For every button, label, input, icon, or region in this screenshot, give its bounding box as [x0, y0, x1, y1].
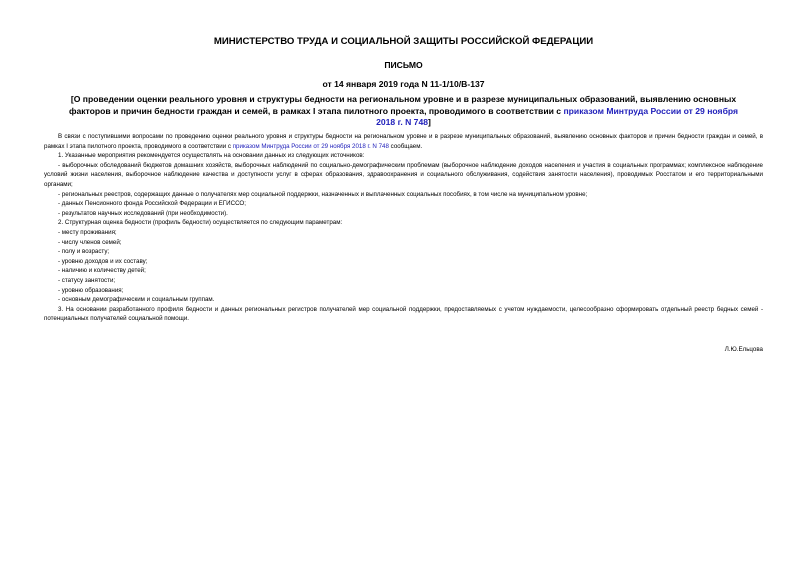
document-date-number: от 14 января 2019 года N 11-1/10/В-137: [322, 79, 485, 89]
paragraph-item: - наличию и количеству детей;: [58, 267, 146, 275]
intro-order-link[interactable]: приказом Минтруда России от 29 ноября 2018 г. N 748: [232, 142, 389, 150]
paragraph-item: 1. Указанные мероприятия рекомендуется осуществлять на основании данных из следующих источников:: [58, 152, 365, 160]
paragraph-item: - выборочных обследований бюджетов домашних хозяйств, выборочных наблюдений по социально-демографическим проблемам (выборочное наблюдение доходов населения и участия в социальных программах; комплексное наблюдение условий жизни населения, выборочное наблюдение качества и доступности услуг в сферах образования, здравоохранения и социального обслуживания, содействия занятости населения), проводимых Росстатом и его территориальными органами;: [44, 161, 763, 188]
intro-paragraph: [44, 132, 763, 151]
paragraph-item: - уровню образования;: [58, 286, 124, 294]
paragraph-item: 2. Структурная оценка бедности (профиль бедности) осуществляется по следующим параметрам:: [58, 219, 343, 227]
subject-bracket: ]: [428, 117, 431, 127]
paragraph-item: - данных Пенсионного фонда Российской Федерации и ЕГИССО;: [58, 200, 246, 208]
document-subject: [60, 94, 747, 129]
subject-text: [О проведении оценки реального уровня и структуры бедности на региональном уровне и в разрезе муниципальных образований, выявлению основных факторов и причин бедности граждан и семей, в рамках I этапа пилотного проекта, проводимого в соответствии с: [68, 94, 737, 116]
document-type: ПИСЬМО: [384, 60, 423, 70]
paragraph-item: - числу членов семей;: [58, 238, 122, 246]
intro-suffix: сообщаем.: [388, 142, 423, 150]
paragraph-item: - основным демографическим и социальным группам.: [58, 296, 215, 304]
paragraph-item: - полу и возрасту;: [58, 248, 110, 256]
paragraph-item: - региональных реестров, содержащих данные о получателях мер социальной поддержки, назначенных и выплаченных социальных пособиях, в том числе на муниципальном уровне;: [58, 190, 588, 198]
signature: Л.Ю.Ельцова: [724, 346, 763, 353]
document-body: [44, 132, 763, 324]
subject-order-link[interactable]: приказом Минтруда России от 29 ноября 2018 г. N 748: [376, 105, 739, 127]
paragraph-item: 3. На основании разработанного профиля бедности и данных региональных регистров получателей мер социальной поддержки, предоставляемых с учетом нуждаемости, целесообразно сформировать отдельный реестр бедных семей - потенциальных получателей социальной помощи.: [44, 305, 763, 323]
paragraph-item: - результатов научных исследований (при необходимости).: [58, 209, 228, 217]
paragraph-item: - месту проживания;: [58, 228, 117, 236]
paragraph-item: - уровню доходов и их составу;: [58, 257, 148, 265]
paragraph-item: - статусу занятости;: [58, 276, 116, 284]
intro-text: В связи с поступившими вопросами по проведению оценки реального уровня и структуры бедности на региональном уровне и в разрезе муниципальных образований, выявлению основных факторов и причин бедности граждан и семей, в рамках I этапа пилотного проекта, проводимого в соответствии с: [44, 133, 763, 150]
ministry-title: МИНИСТЕРСТВО ТРУДА И СОЦИАЛЬНОЙ ЗАЩИТЫ РОССИЙСКОЙ ФЕДЕРАЦИИ: [213, 36, 594, 47]
